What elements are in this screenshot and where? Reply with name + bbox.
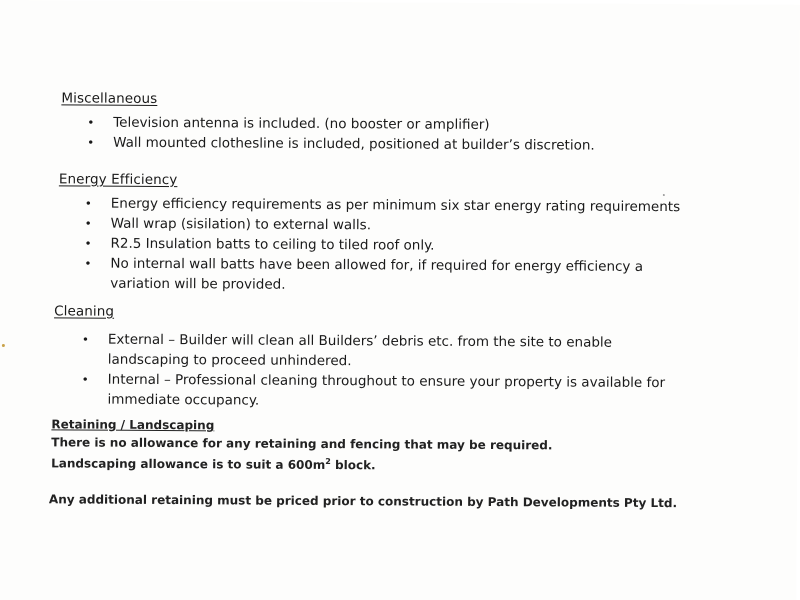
list-item-text: Television antenna is included. (no booster or amplifier) — [113, 114, 490, 133]
list-item-text: Wall mounted clothesline is included, positioned at builder’s discretion. — [113, 134, 595, 154]
list-item — [82, 330, 623, 373]
energy-efficiency-heading: Energy Efficiency — [58, 171, 178, 189]
bullet-icon: • — [81, 332, 90, 347]
scan-speck — [2, 344, 5, 347]
bullet-icon: • — [87, 135, 95, 150]
bullet-icon: • — [81, 372, 89, 387]
miscellaneous-heading: Miscellaneous — [61, 90, 158, 107]
list-item-text: No internal wall batts have been allowed for, if required for energy efficiency a variation will be provided. — [110, 255, 644, 293]
retaining-allowance-text: There is no allowance for any retaining and fencing that may be required. — [51, 435, 553, 453]
energy-efficiency-list — [84, 194, 705, 298]
miscellaneous-list — [87, 113, 707, 157]
scan-speck — [663, 194, 665, 196]
list-item-text: External – Builder will clean all Builders’ debris etc. from the site to enable landscaping to proceed unhindered. — [107, 331, 613, 370]
list-item-text: Energy efficiency requirements as per minimum six star energy rating requirements — [110, 195, 681, 216]
cleaning-heading: Cleaning — [54, 303, 115, 320]
list-item-text: Wall wrap (sisilation) to external walls. — [110, 215, 372, 234]
list-item — [87, 133, 707, 157]
bullet-icon: • — [84, 196, 92, 211]
bullet-icon: • — [84, 256, 92, 271]
superscript: 2 — [325, 456, 331, 467]
list-item-text: Internal – Professional cleaning throughout to ensure your property is available for immediate occupancy. — [107, 371, 666, 409]
cleaning-list — [82, 330, 672, 414]
landscaping-allowance-prefix: Landscaping allowance is to suit a 600m — [51, 456, 326, 472]
retaining-landscaping-heading: Retaining / Landscaping — [51, 417, 215, 433]
list-item — [82, 370, 688, 414]
bullet-icon: • — [87, 115, 95, 130]
landscaping-allowance-text — [51, 455, 376, 472]
list-item-text: R2.5 Insulation batts to ceiling to tiled roof only. — [110, 235, 435, 254]
bullet-icon: • — [84, 216, 92, 231]
list-item — [84, 254, 670, 298]
additional-retaining-note: Any additional retaining must be priced prior to construction by Path Developments Pty Ltd. — [48, 492, 678, 511]
bullet-icon: • — [84, 236, 92, 251]
landscaping-allowance-suffix: block. — [330, 458, 376, 473]
